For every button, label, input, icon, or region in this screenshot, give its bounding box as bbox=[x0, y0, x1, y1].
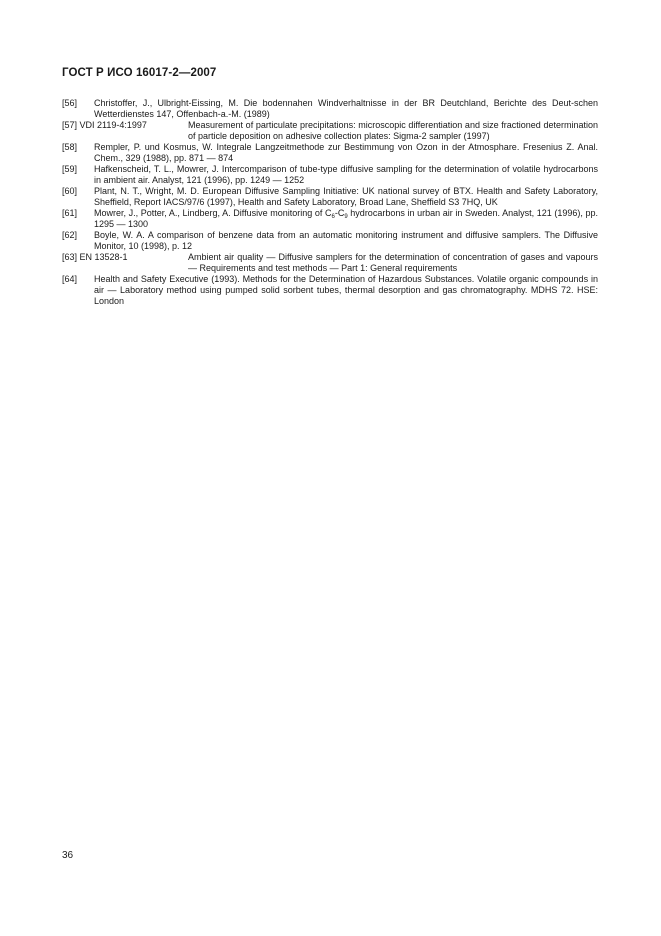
document-header: ГОСТ Р ИСО 16017-2—2007 bbox=[62, 67, 217, 79]
reference-text: Plant, N. T., Wright, M. D. European Diffusive Sampling Initiative: UK national survey of BTX. Health and Safety Laboratory, Sheffield, Report IACS/97/6 (1997), Health and Safety Laboratory, Broad Lane, Sheffield S3 7HQ, UK bbox=[94, 186, 598, 207]
reference-text: Christoffer, J., Ulbright-Eissing, M. Die bodennahen Windverhaltnisse in der BR Deutchland, Berichte des Deut-schen Wetterdienstes 147, Offenbach-a.-M. (1989) bbox=[94, 98, 598, 119]
subscript: 9 bbox=[344, 214, 348, 220]
reference-item bbox=[62, 252, 598, 274]
reference-text-part: hydrocarbons in urban air in Sweden. Analyst, 121 (1996), pp. 1295 — 1300 bbox=[94, 208, 598, 229]
reference-item bbox=[62, 98, 598, 120]
reference-number: [61] bbox=[62, 208, 78, 218]
reference-number: [64] bbox=[62, 274, 78, 284]
reference-number: [62] bbox=[62, 230, 78, 240]
reference-text: Rempler, P. und Kosmus, W. Integrale Langzeitmethode zur Bestimmung von Ozon in der Atmosphare. Fresenius Z. Anal. Chem., 329 (1988), pp. 871 — 874 bbox=[94, 142, 598, 163]
reference-item bbox=[62, 208, 598, 230]
page-number: 36 bbox=[62, 850, 74, 861]
reference-number: [56] bbox=[62, 98, 78, 108]
reference-text: Ambient air quality — Diffusive samplers for the determination of concentration of gases and vapours — Requirements and test methods — Part 1: General requirements bbox=[188, 252, 598, 273]
reference-list bbox=[62, 98, 598, 307]
reference-item bbox=[62, 274, 598, 307]
reference-item bbox=[62, 230, 598, 252]
reference-item bbox=[62, 120, 598, 142]
reference-text: Measurement of particulate precipitations: microscopic differentiation and size fractioned determination of particle deposition on adhesive collection plates: Sigma-2 sampler (1997) bbox=[188, 120, 598, 141]
reference-text-part: -C bbox=[334, 208, 345, 218]
reference-number: [59] bbox=[62, 164, 78, 174]
reference-number: [60] bbox=[62, 186, 78, 196]
reference-text: Boyle, W. A. A comparison of benzene data from an automatic monitoring instrument and diffusive samplers. The Diffusive Monitor, 10 (1998), p. 12 bbox=[94, 230, 598, 251]
reference-number: [57] VDI 2119-4:1997 bbox=[62, 120, 147, 130]
reference-text bbox=[94, 208, 598, 230]
reference-item bbox=[62, 186, 598, 208]
subscript: 6 bbox=[331, 214, 335, 220]
reference-text: Health and Safety Executive (1993). Methods for the Determination of Hazardous Substances. Volatile organic compounds in air — Laboratory method using pumped solid sorbent tubes, thermal desorption and gas chromatography. MDHS 72. HSE: London bbox=[94, 274, 598, 306]
reference-number: [63] EN 13528-1 bbox=[62, 252, 128, 262]
reference-number: [58] bbox=[62, 142, 78, 152]
reference-item bbox=[62, 142, 598, 164]
reference-text-part: Mowrer, J., Potter, A., Lindberg, A. Diffusive monitoring of C bbox=[94, 208, 332, 218]
reference-item bbox=[62, 164, 598, 186]
reference-text: Hafkenscheid, T. L., Mowrer, J. Intercomparison of tube-type diffusive sampling for the determination of volatile hydrocarbons in ambient air. Analyst, 121 (1996), pp. 1249 — 1252 bbox=[94, 164, 598, 185]
